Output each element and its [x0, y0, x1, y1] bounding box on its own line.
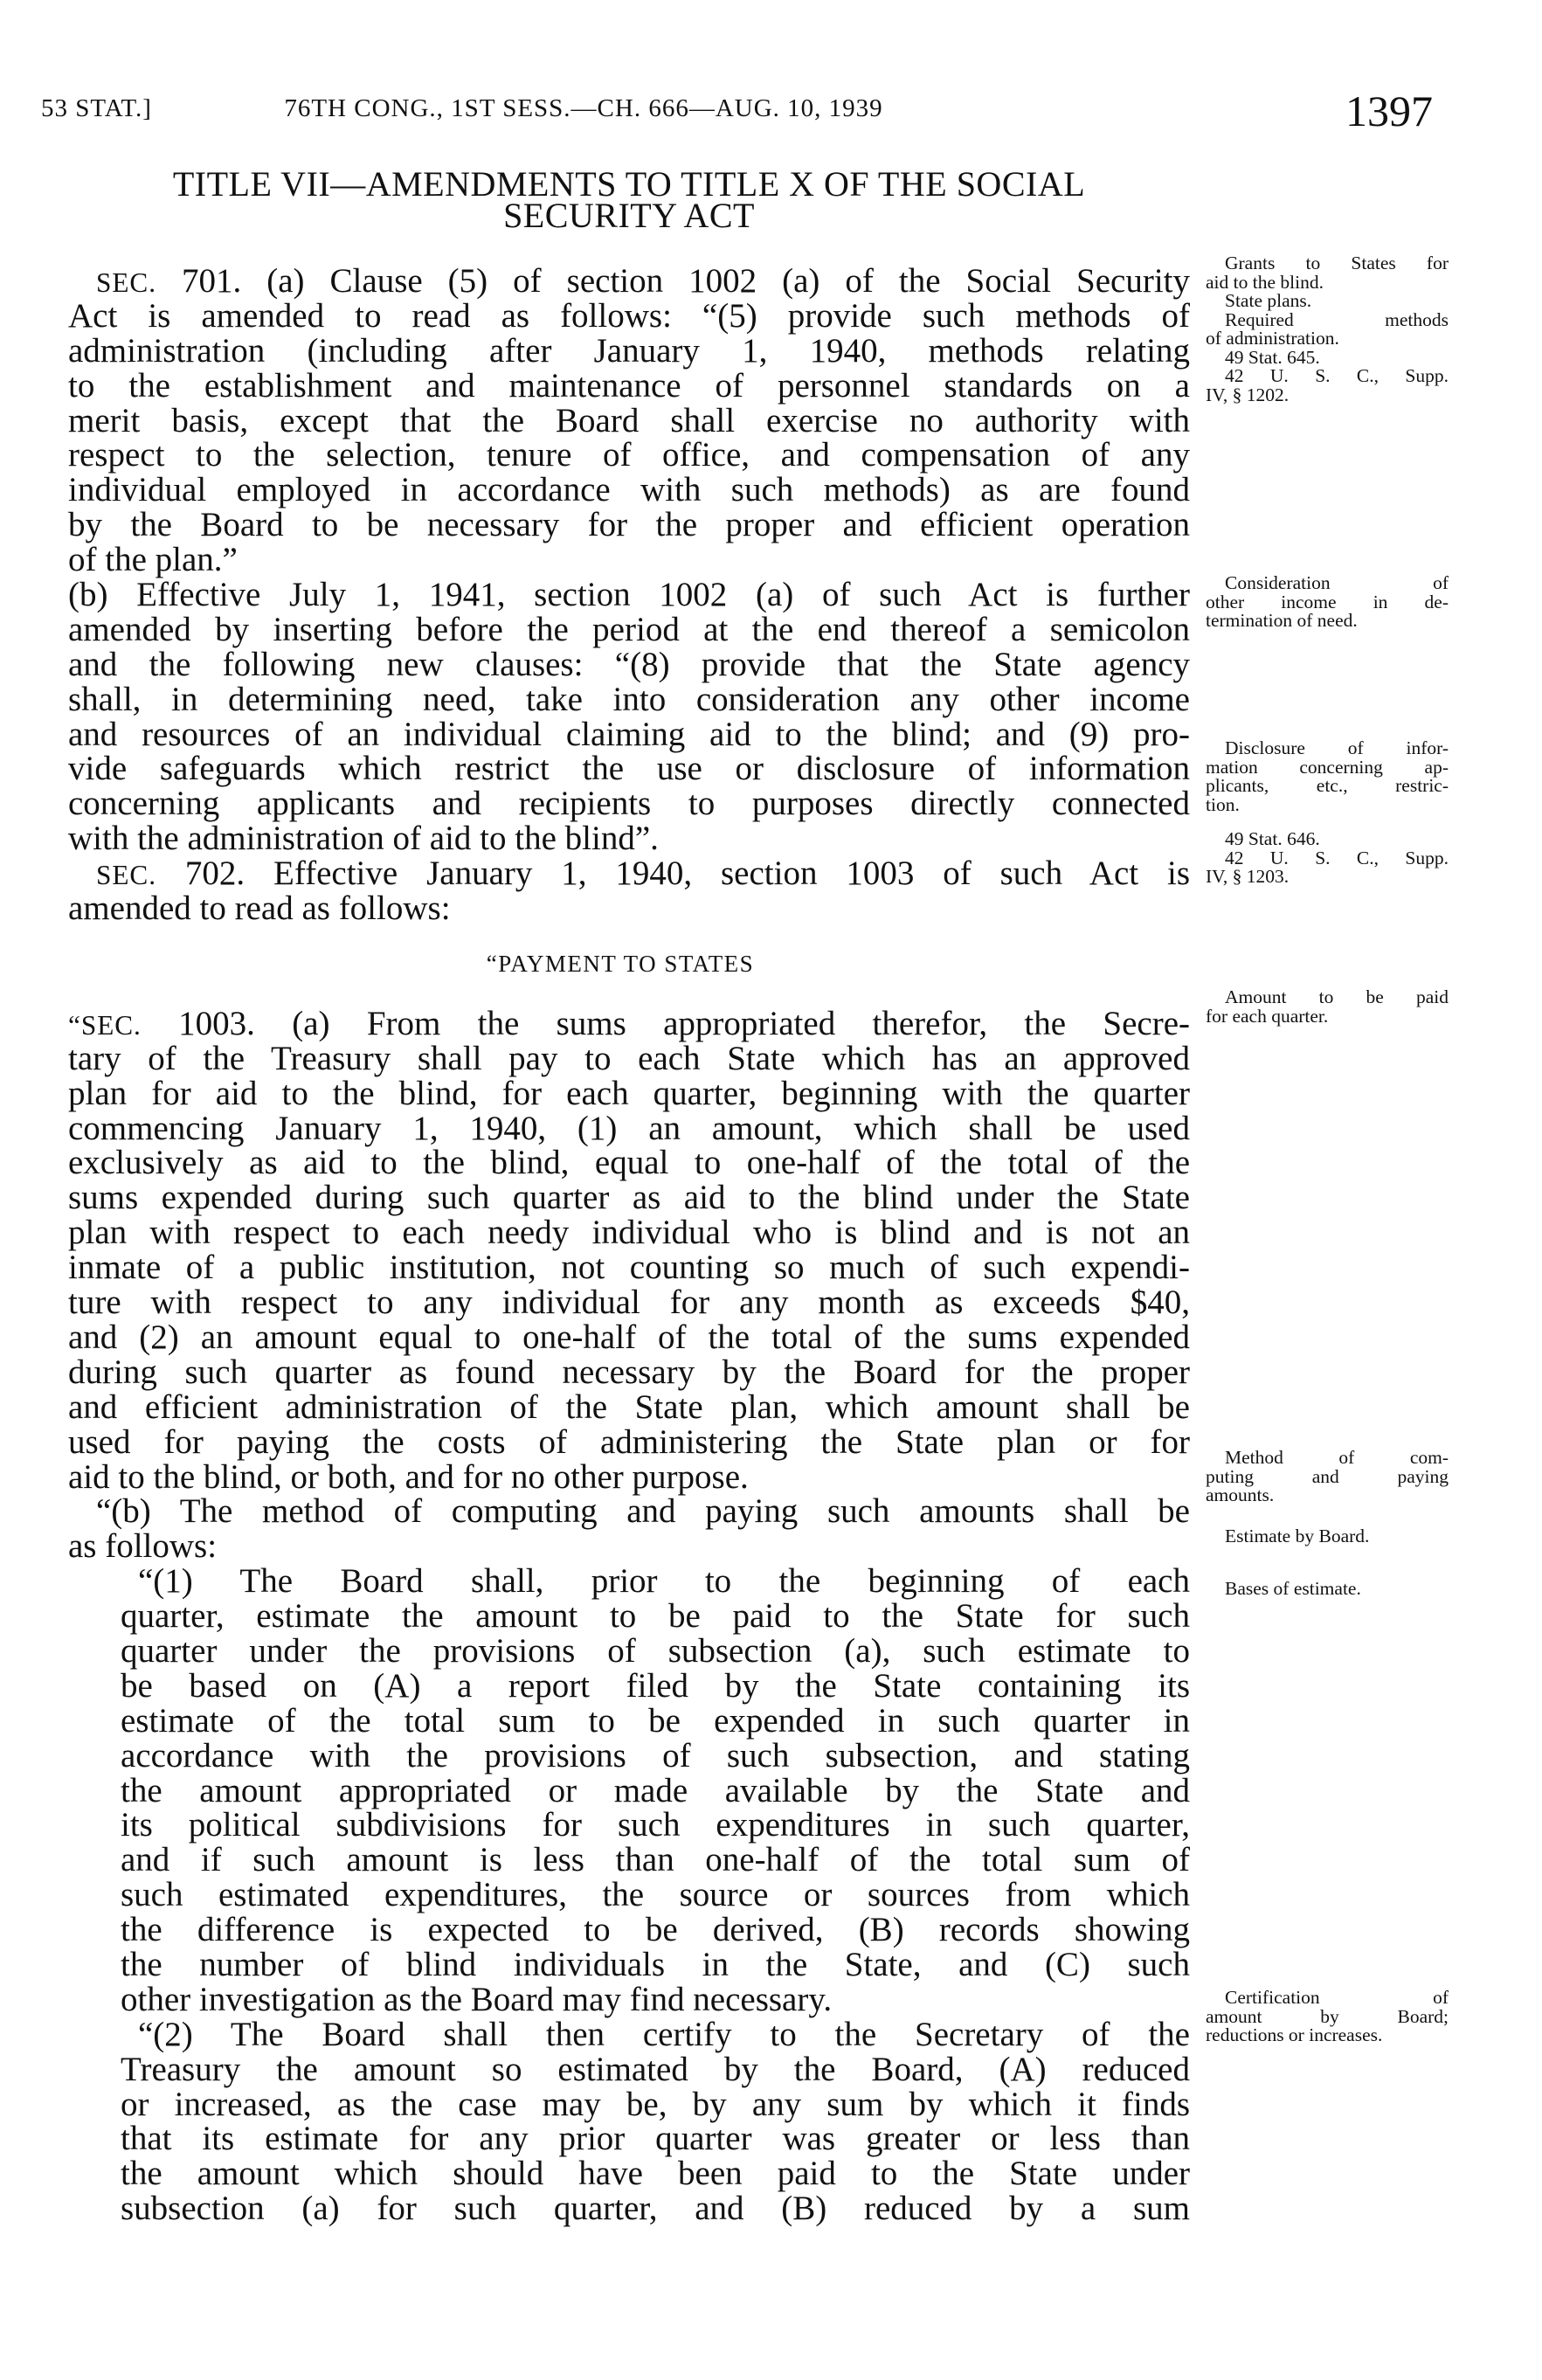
text-line: [121, 1736, 1190, 1775]
text-line: [121, 2052, 1190, 2087]
line-text: amended by inserting before the period at the end thereof a semicolon: [68, 610, 1190, 648]
text-line: [121, 1878, 1190, 1913]
text-line: [68, 401, 1190, 439]
text-line: [121, 1982, 1190, 2017]
text-line: [68, 1041, 1190, 1076]
text-line: [68, 647, 1190, 682]
line-text: inmate of a public institution, not counting so much of such expendi-: [68, 1249, 1190, 1287]
line-text: the difference is expected to be derived, (B) records showing: [121, 1911, 1190, 1949]
margin-note-line: termination of need.: [1206, 610, 1358, 631]
paragraph: [68, 1494, 1190, 1564]
paragraph: [121, 1564, 1190, 2017]
text-line: [68, 1320, 1190, 1355]
text-line: [121, 1701, 1190, 1740]
line-text: and the following new clauses: “(8) provide that the State agency: [68, 645, 1190, 683]
line-text: individual employed in accordance with such methods) as are found: [68, 471, 1190, 509]
line-text: and efficient administration of the State plan, which amount shall be: [68, 1387, 1190, 1426]
page-number: 1397: [1345, 86, 1433, 135]
margin-note: [1206, 1580, 1449, 1599]
margin-note-line: plicants, etc., restric-: [1206, 775, 1449, 796]
text-line: [68, 1250, 1190, 1285]
line-text: commencing January 1, 1940, (1) an amount, which shall be used: [68, 1109, 1190, 1147]
section-label: SEC.: [96, 860, 156, 891]
margin-note-item: [1206, 367, 1449, 405]
margin-note-line: Grants to States for: [1225, 253, 1449, 273]
text-line: [68, 1111, 1190, 1146]
margin-note-line: 42 U. S. C., Supp.: [1225, 365, 1449, 386]
margin-note-line: puting and paying: [1206, 1465, 1449, 1487]
paragraph: [68, 578, 1190, 856]
margin-note-line: reductions or increases.: [1206, 2024, 1383, 2045]
line-text: merit basis, except that the Board shall exercise no authority with: [68, 401, 1190, 439]
text-line: [68, 331, 1190, 370]
text-line: [68, 1387, 1190, 1426]
margin-note-line: Method of com-: [1225, 1447, 1449, 1468]
text-line: [121, 2017, 1190, 2052]
text-line: [68, 682, 1190, 717]
line-text: administration (including after January 1, 1940, methods relating: [68, 331, 1190, 370]
line-text: that its estimate for any prior quarter was greater or less than: [121, 2120, 1190, 2158]
paragraph: [68, 264, 1190, 578]
margin-note-line: Estimate by Board.: [1225, 1526, 1370, 1546]
line-text: and if such amount is less than one-half of the total sum of: [121, 1841, 1190, 1879]
line-text: exclusively as aid to the blind, equal to one-half of the total of the: [68, 1144, 1190, 1182]
margin-note: [1206, 574, 1449, 631]
margin-note-line: amount by Board;: [1206, 2005, 1449, 2027]
body-text: [68, 264, 1190, 2226]
margin-note-line: Consideration of: [1225, 572, 1449, 593]
line-text: concerning applicants and recipients to purposes directly connected: [68, 785, 1190, 823]
margin-note: [1206, 830, 1449, 887]
title-line: SECURITY ACT: [503, 196, 755, 235]
line-text: 701. (a) Clause (5) of section 1002 (a) of the Social Security: [156, 262, 1190, 300]
text-line: [68, 1180, 1190, 1215]
text-line: [68, 264, 1190, 299]
line-text: “(b) The method of computing and paying such amounts shall be: [96, 1492, 1190, 1531]
text-line: [68, 1494, 1190, 1529]
margin-note-line: for each quarter.: [1206, 1005, 1329, 1027]
line-text: or increased, as the case may be, by any sum by which it finds: [121, 2085, 1190, 2123]
line-text: used for paying the costs of administering the State plan or for: [68, 1422, 1190, 1461]
text-line: [68, 786, 1190, 821]
text-line: [121, 1631, 1190, 1670]
margin-note: [1206, 1989, 1449, 2045]
margin-note: [1206, 254, 1449, 405]
section-heading: “PAYMENT TO STATES: [486, 950, 755, 977]
margin-note: [1206, 988, 1449, 1026]
line-text: tary of the Treasury shall pay to each State which has an approved: [68, 1039, 1190, 1077]
margin-note-line: mation concerning ap-: [1206, 756, 1449, 778]
margin-note-item: [1206, 1580, 1449, 1599]
margin-note-item: [1206, 292, 1449, 311]
margin-note-item: [1206, 1449, 1449, 1505]
text-line: [68, 1457, 1190, 1496]
text-line: [68, 438, 1190, 473]
margin-note-line: 49 Stat. 645.: [1225, 346, 1320, 368]
margin-note: [1206, 1527, 1449, 1546]
text-line: [121, 1666, 1190, 1705]
running-head-volume: 53 STAT.]: [41, 94, 152, 122]
text-line: [68, 473, 1190, 508]
line-text: plan for aid to the blind, for each quarter, beginning with the quarter: [68, 1074, 1190, 1112]
line-text: sums expended during such quarter as aid to the blind under the State: [68, 1179, 1190, 1217]
text-line: [121, 1564, 1190, 1599]
margin-note-item: [1206, 988, 1449, 1026]
margin-note-line: IV, § 1203.: [1206, 866, 1290, 887]
text-line: [68, 751, 1190, 786]
text-line: [68, 543, 1190, 578]
line-text: other investigation as the Board may find necessary.: [121, 1980, 833, 2018]
text-line: [121, 2191, 1190, 2226]
text-line: [68, 1422, 1190, 1461]
line-text: as follows:: [68, 1527, 218, 1566]
text-line: [68, 1285, 1190, 1320]
margin-note-item: [1206, 1527, 1449, 1546]
line-text: 1003. (a) From the sums appropriated therefor, the Secre-: [141, 1004, 1190, 1042]
text-line: [121, 1771, 1190, 1809]
margin-note-line: 42 U. S. C., Supp.: [1225, 847, 1449, 868]
line-text: shall, in determining need, take into consideration any other income: [68, 680, 1190, 718]
margin-note-line: amounts.: [1206, 1484, 1275, 1505]
text-line: [68, 1145, 1190, 1180]
line-text: such estimated expenditures, the source or sources from which: [121, 1876, 1190, 1914]
line-text: Act is amended to read as follows: “(5) provide such methods of: [68, 296, 1190, 335]
paragraph: [68, 1004, 1190, 1496]
line-text: Treasury the amount so estimated by the Board, (A) reduced: [121, 2050, 1190, 2088]
margin-note-item: [1206, 574, 1449, 631]
line-text: “(2) The Board shall then certify to the Secretary of the: [138, 2015, 1190, 2053]
running-head-session: 76TH CONG., 1ST SESS.—CH. 666—AUG. 10, 1939: [284, 94, 883, 122]
paragraph: [68, 856, 1190, 926]
line-text: and (2) an amount equal to one-half of the total of the sums expended: [68, 1318, 1190, 1356]
margin-note-line: Amount to be paid: [1225, 986, 1449, 1007]
section-label: SEC.: [96, 267, 156, 298]
text-line: [68, 366, 1190, 405]
line-text: with the administration of aid to the blind”.: [68, 820, 659, 858]
line-text: the amount which should have been paid to the State under: [121, 2155, 1190, 2193]
text-line: [68, 508, 1190, 543]
text-line: [68, 717, 1190, 752]
text-line: [68, 578, 1190, 612]
line-text: the amount appropriated or made available by the State and: [121, 1771, 1190, 1809]
margin-note-line: Required methods: [1225, 308, 1449, 330]
line-text: to the establishment and maintenance of personnel standards on a: [68, 366, 1190, 405]
text-line: [68, 296, 1190, 335]
text-line: [121, 2121, 1190, 2156]
line-text: by the Board to be necessary for the proper and efficient operation: [68, 506, 1190, 544]
section-label: “SEC.: [68, 1009, 142, 1041]
margin-note: [1206, 1449, 1449, 1505]
text-line: [121, 2156, 1190, 2191]
text-line: [121, 1913, 1190, 1948]
margin-note-line: IV, § 1202.: [1206, 384, 1290, 405]
margin-note-line: of administration.: [1206, 328, 1339, 349]
margin-note-line: aid to the blind.: [1206, 271, 1324, 293]
line-text: estimate of the total sum to be expended in such quarter in: [121, 1701, 1190, 1740]
line-text: and resources of an individual claiming aid to the blind; and (9) pro-: [68, 715, 1190, 753]
text-line: [121, 1808, 1190, 1843]
line-text: plan with respect to each needy individual who is blind and is not an: [68, 1214, 1190, 1252]
text-line: [121, 1843, 1190, 1878]
text-line: [68, 1215, 1190, 1250]
text-line: [121, 1599, 1190, 1634]
line-text: respect to the selection, tenure of office, and compensation of any: [68, 436, 1190, 474]
text-line: [68, 891, 1190, 926]
line-text: quarter, estimate the amount to be paid to the State for such: [121, 1597, 1190, 1636]
paragraph: [121, 2017, 1190, 2226]
line-text: “(1) The Board shall, prior to the beginning of each: [138, 1562, 1190, 1601]
margin-note-line: Bases of estimate.: [1225, 1578, 1361, 1599]
margin-note-item: [1206, 849, 1449, 887]
line-text: vide safeguards which restrict the use or disclosure of information: [68, 750, 1190, 788]
margin-note-line: Certification of: [1225, 1987, 1449, 2008]
text-line: [68, 612, 1190, 647]
margin-note-item: [1206, 308, 1449, 349]
line-text: subsection (a) for such quarter, and (B) reduced by a sum: [121, 2190, 1190, 2228]
margin-note-item: [1206, 254, 1449, 292]
line-text: during such quarter as found necessary by the Board for the proper: [68, 1353, 1190, 1391]
line-text: amended to read as follows:: [68, 889, 451, 928]
text-line: [68, 821, 1190, 856]
line-text: ture with respect to any individual for any month as exceeds $40,: [68, 1283, 1190, 1322]
margin-note: [1206, 739, 1449, 814]
margin-note-line: other income in de-: [1206, 591, 1449, 612]
text-line: [68, 1004, 1190, 1042]
text-line: [68, 1529, 1190, 1564]
line-text: quarter under the provisions of subsection (a), such estimate to: [121, 1631, 1190, 1670]
margin-note-item: [1206, 1989, 1449, 2045]
line-text: the number of blind individuals in the State, and (C) such: [121, 1945, 1190, 1983]
text-line: [68, 1355, 1190, 1390]
line-text: 702. Effective January 1, 1940, section 1003 of such Act is: [156, 854, 1190, 893]
line-text: (b) Effective July 1, 1941, section 1002 (a) of such Act is further: [68, 576, 1190, 614]
line-text: of the plan.”: [68, 541, 238, 579]
margin-note-line: 49 Stat. 646.: [1225, 828, 1320, 849]
margin-note-item: [1206, 830, 1449, 849]
text-line: [68, 1076, 1190, 1111]
title-heading: [70, 164, 1188, 235]
text-line: [121, 2087, 1190, 2122]
margin-note-item: [1206, 346, 1449, 368]
line-text: accordance with the provisions of such subsection, and stating: [121, 1736, 1190, 1775]
line-text: its political subdivisions for such expenditures in such quarter,: [121, 1806, 1190, 1844]
margin-note-line: Disclosure of infor-: [1225, 737, 1449, 758]
margin-note-line: State plans.: [1225, 290, 1312, 311]
text-line: [121, 1945, 1190, 1983]
line-text: aid to the blind, or both, and for no other purpose.: [68, 1457, 749, 1496]
text-line: [68, 856, 1190, 891]
margin-note-item: [1206, 739, 1449, 814]
title-line: TITLE VII—AMENDMENTS TO TITLE X OF THE SOCIAL: [172, 164, 1086, 204]
margin-note-line: tion.: [1206, 793, 1240, 815]
line-text: be based on (A) a report filed by the State containing its: [121, 1666, 1190, 1705]
